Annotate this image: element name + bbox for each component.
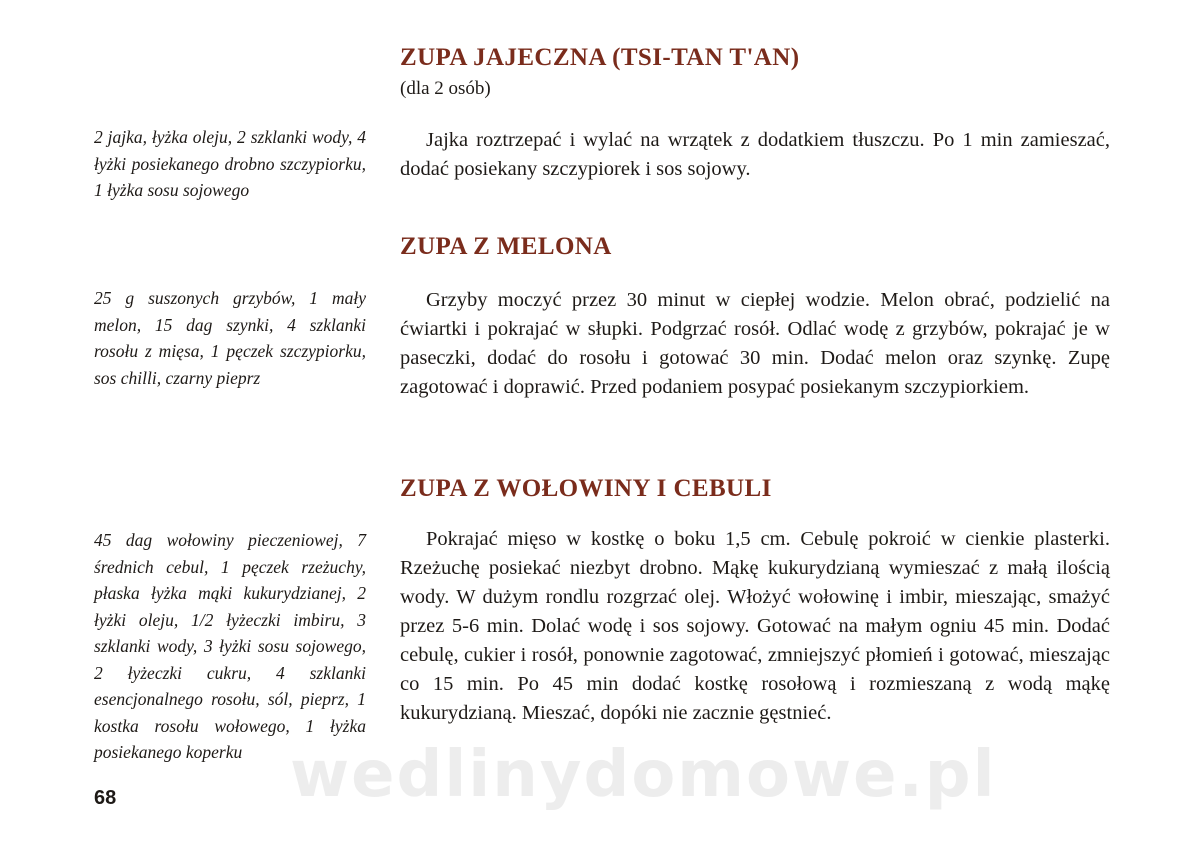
method-beef-onion-soup: Pokrajać mięso w kostkę o boku 1,5 cm. Cebulę pokroić w cienkie plasterki. Rzeżuchę posiekać niezbyt drobno. Mąkę kukurydzianą wymieszać z małą ilością wody. W dużym rondlu rozgrzać olej. Włożyć wołowinę i imbir, mieszając, smażyć przez 5-6 min. Dolać wodę i sos sojowy. Gotować na małym ogniu 45 min. Dodać cebulę, cukier i rosół, ponownie zagotować, zmniejszyć płomień i gotować, mieszając co 15 min. Po 45 min dodać kostkę rosołową i rozmieszaną z wodą mąkę kukurydzianą. Mieszać, dopóki nie zacznie gęstnieć. — [400, 528, 1110, 724]
recipe-title-egg-soup: ZUPA JAJECZNA (TSI-TAN T'AN) — [400, 44, 800, 71]
recipe-title-beef-onion-soup: ZUPA Z WOŁOWINY I CEBULI — [400, 475, 772, 502]
watermark: wedlinydomowe.pl — [290, 738, 997, 812]
ingredients-egg-soup: 2 jajka, łyżka oleju, 2 szklanki wody, 4 łyżki posiekanego drobno szczypiorku, 1 łyżka sosu sojowego — [94, 127, 366, 200]
ingredients-beef-onion-soup: 45 dag wołowiny pieczeniowej, 7 średnich cebul, 1 pęczek rzeżuchy, płaska łyżka mąki kukurydzianej, 2 łyżki oleju, 1/2 łyżeczki imbiru, 3 szklanki wody, 3 łyżki sosu sojowego, 2 łyżeczki cukru, 4 szklanki esencjonalnego rosołu, sól, pieprz, 1 kostka rosołu wołowego, 1 łyżka posiekanego koperku — [94, 530, 366, 762]
recipe-title-melon-soup: ZUPA Z MELONA — [400, 233, 612, 260]
page-number: 68 — [94, 787, 117, 809]
recipe-servings: (dla 2 osób) — [400, 78, 491, 99]
ingredients-melon-soup: 25 g suszonych grzybów, 1 mały melon, 15 dag szynki, 4 szklanki rosołu z mięsa, 1 pęczek szczypiorku, sos chilli, czarny pieprz — [94, 288, 366, 388]
method-melon-soup: Grzyby moczyć przez 30 minut w ciepłej wodzie. Melon obrać, podzielić na ćwiartki i pokrajać w słupki. Podgrzać rosół. Odlać wodę z grzybów, pokrajać je w paseczki, dodać do rosołu i gotować 30 min. Dodać melon oraz szynkę. Zupę zagotować i doprawić. Przed podaniem posypać posiekanym szczypiorkiem. — [400, 289, 1110, 398]
method-egg-soup: Jajka roztrzepać i wylać na wrzątek z dodatkiem tłuszczu. Po 1 min zamieszać, dodać posiekany szczypiorek i sos sojowy. — [400, 129, 1110, 180]
